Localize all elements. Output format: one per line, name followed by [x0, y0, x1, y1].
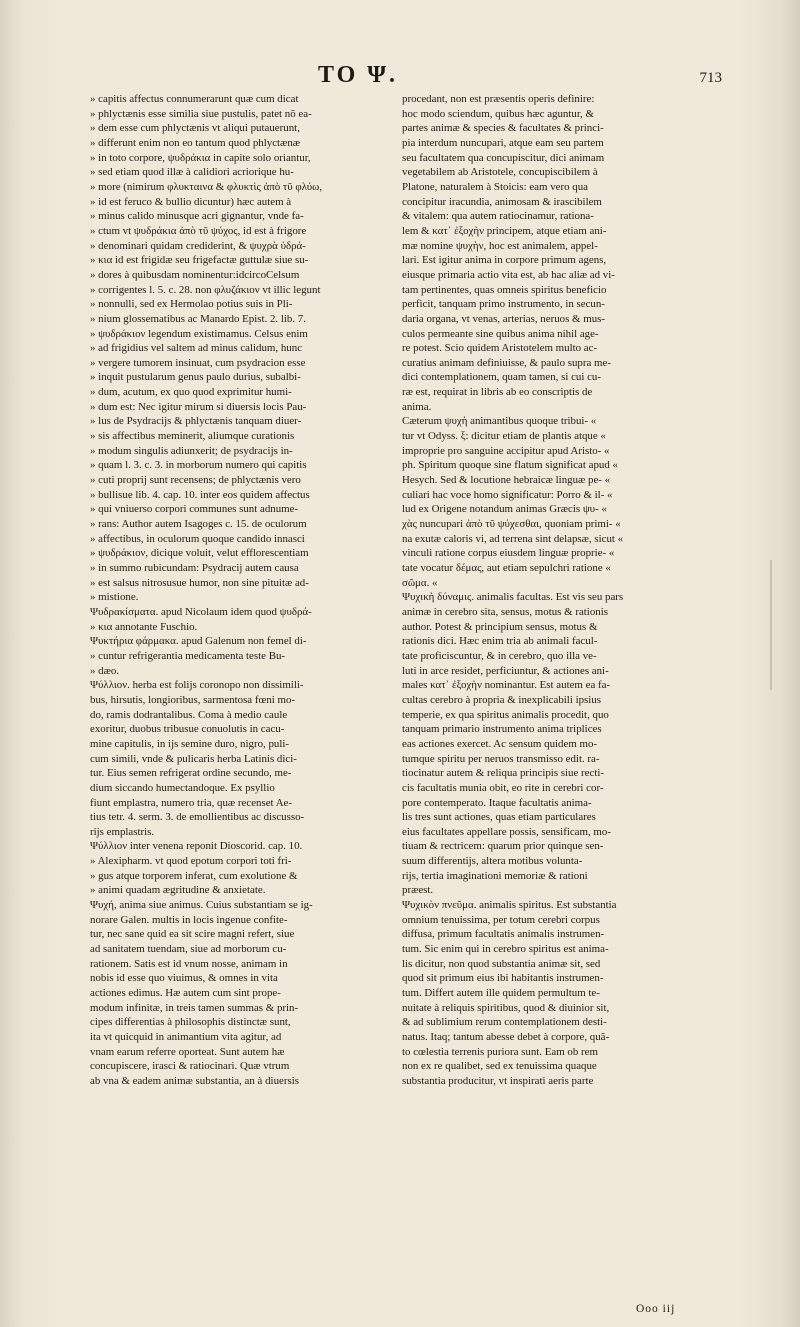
text-line: tumque spiritu per neruos transmisso edit. ra-: [402, 752, 600, 765]
page-edge-mark: [770, 560, 772, 690]
text-line: » mistione.: [90, 591, 139, 604]
text-line: na exutæ caloris vi, ad terrena sint delapsæ, sicut «: [402, 532, 624, 545]
text-line: rationis dici. Hæc enim tria ab animali facul-: [402, 635, 598, 648]
text-line: nobis id esse quo viuimus, & omnes in vita: [90, 972, 278, 985]
text-line: » ψυδράκιον legendum existimamus. Celsus enim: [90, 327, 308, 340]
text-line: Ψυχικὴ δύναμις. animalis facultas. Est vis seu pars: [402, 591, 624, 604]
text-line: suum differentijs, altera motibus volunta-: [402, 855, 583, 868]
text-line: fiunt emplastra, numero tria, quæ recenset Ae-: [90, 796, 293, 809]
text-line: » capitis affectus connumerarunt quæ cum dicat: [90, 93, 299, 105]
text-line: » nonnulli, sed ex Hermolao potius suis in Pli-: [90, 298, 293, 311]
page-number: 713: [699, 70, 722, 86]
text-line: cipes differentias à philosophis distinctæ sunt,: [90, 1016, 291, 1029]
text-line: Ψυχικὸν πνεῦμα. animalis spiritus. Est substantia: [402, 899, 617, 912]
text-line: seu facultatem qua concupiscitur, dici animam: [402, 151, 605, 164]
text-line: re potest. Scio quidem Aristotelem multo ac-: [402, 342, 598, 355]
text-line: partes animæ & species & facultates & princi-: [402, 122, 604, 135]
text-line: norare Galen. multis in locis ingenue confite-: [90, 913, 288, 926]
text-line: » id est feruco & bullio dicuntur) hæc autem à: [90, 195, 292, 208]
text-line: Ψύλλιον. herba est folijs coronopo non dissimili-: [90, 679, 304, 692]
text-line: » more (nimirum φλυκταινα & φλυκτὶς ἀπὸ τῦ φλύω,: [90, 180, 323, 193]
text-line: cum simili, vnde & pulicaris herba Latinis dici-: [90, 752, 297, 765]
text-line: curatius animam definiuisse, & paulo supra me-: [402, 356, 611, 369]
text-line: daria organa, vt venas, arterias, neruos & mus-: [402, 312, 606, 325]
text-line: luti in arce residet, perficiuntur, & actiones ani-: [402, 664, 609, 677]
text-line: » dum, acutum, ex quo quod exprimitur humi-: [90, 386, 292, 399]
text-line: concupiscere, irasci & ratiocinari. Quæ vtrum: [90, 1060, 290, 1073]
text-line: σῶμα. «: [402, 576, 438, 589]
text-line: χὰς nuncupari ἀπὸ τῦ ψύχεσθαι, quoniam primi- «: [402, 518, 621, 531]
text-line: tius tetr. 4. serm. 3. de emollientibus ac discusso-: [90, 811, 305, 824]
text-line: lis tres sunt actiones, quas etiam particulares: [402, 811, 596, 824]
text-line: ita vt quicquid in animantium vita agitur, ad: [90, 1031, 282, 1043]
text-line: rijs emplastris.: [90, 825, 155, 838]
text-line: ræ est, requirat in libris ab eo conscriptis de: [402, 386, 593, 399]
text-line: pia interdum nuncupari, atque eam seu partem: [402, 136, 604, 149]
text-line: » dem esse cum phlyctænis vt aliqui putauerunt,: [90, 122, 300, 135]
text-line: diffusa, primum facultatis animalis instrumen-: [402, 928, 605, 941]
text-line: » qui vniuerso corpori communes sunt adnume-: [90, 503, 299, 516]
text-line: mæ nomine ψυχὴν, hoc est animalem, appel-: [402, 239, 598, 252]
text-line: temperie, ex qua spiritus animalis procedit, quo: [402, 708, 609, 721]
text-line: natus. Itaq; tantum abesse debet à corpore, quã-: [402, 1031, 610, 1043]
running-head: TO Ψ.: [318, 62, 398, 88]
text-line: tanquam primario instrumento anima triplices: [402, 723, 602, 736]
text-line: males κατ᾽ ἐξοχὴν nominantur. Est autem ea fa-: [402, 679, 611, 692]
text-line: do, ramis dodrantalibus. Coma à medio caule: [90, 708, 288, 721]
text-line: » gus atque torporem inferat, cum exolutione &: [90, 869, 298, 882]
text-line: lis dicitur, non quod substantia animæ sit, sed: [402, 957, 601, 970]
text-line: procedant, non est præsentis operis definire:: [402, 93, 595, 105]
text-line: Ψύλλιον inter venena reponit Dioscorid. cap. 10.: [90, 840, 303, 853]
text-line: ph. Spiritum quoque sine flatum significat apud «: [402, 459, 618, 472]
text-line: » dores à quibusdam nominentur:idcircoCelsum: [90, 268, 300, 281]
text-line: to cœlestia terrenis puriora sunt. Eam ob rem: [402, 1045, 598, 1058]
text-line: tum. Sic enim qui in cerebro spiritus est anima-: [402, 943, 609, 956]
text-line: tiuam & rectricem: quarum prior quinque sen-: [402, 840, 604, 853]
text-line: » minus calido minusque acri gignantur, vnde fa-: [90, 210, 304, 223]
text-line: & ad sublimium rerum contemplationem desti-: [402, 1016, 607, 1029]
text-line: » in toto corpore, ψυδράκια in capite solo oriantur,: [90, 151, 311, 164]
text-line: eius facultates appellare possis, sensificam, mo-: [402, 825, 611, 838]
text-line: actiones edimus. Hæ autem cum sint prope-: [90, 987, 281, 1000]
text-line: bus, hirsutis, longioribus, sarmentosa fœni mo-: [90, 693, 296, 706]
text-line: » dum est: Nec igitur mirum si diuersis locis Pau-: [90, 400, 307, 413]
text-line: rationem. Satis est id vnum nosse, animam in: [90, 957, 288, 970]
page-header: [0, 62, 800, 96]
text-line: dici contemplationem, quam tamen, si cui cu-: [402, 371, 601, 384]
text-line: hoc modo sciendum, quibus hæc aguntur, &: [402, 107, 594, 120]
text-line: ab vna & eadem animæ substantia, an à diuersis: [90, 1074, 299, 1087]
text-line: » sis affectibus meminerit, aliumque curationis: [90, 430, 295, 443]
text-line: » nium glossematibus ac Manardo Epist. 2. lib. 7.: [90, 312, 306, 325]
text-line: » differunt enim non eo tantum quod phlyctænæ: [90, 136, 301, 149]
text-line: exoritur, duobus tribusue conuolutis in cacu-: [90, 723, 285, 736]
text-line: præest.: [402, 884, 434, 897]
text-line: concipitur iracundia, animosam & irascibilem: [402, 195, 602, 208]
text-line: » ctum vt ψυδράκια ἀπὸ τῦ ψύχος, id est à frigore: [90, 224, 307, 237]
text-line: tur. Eius semen refrigerat ordine secundo, me-: [90, 767, 292, 780]
text-line: culos permeante sine quibus anima nihil age-: [402, 327, 599, 340]
text-line: Ψυδρακίσματα. apud Nicolaum idem quod ψυδρά-: [90, 605, 312, 618]
text-line: tur, nec sane quid ea sit scire magni refert, siue: [90, 928, 295, 941]
text-line: » ψυδράκιον, dicique voluit, velut efflorescentiam: [90, 547, 309, 560]
text-line: quod sit primum eius ibi habitantis instrumen-: [402, 972, 604, 985]
text-line: substantia producitur, vt inspirati aeris parte: [402, 1074, 594, 1087]
text-line: tiocinatur autem & reliqua principis siue recti-: [402, 767, 605, 780]
text-line: mine capitulis, in ijs semine duro, nigro, puli-: [90, 737, 290, 750]
text-line: & vitalem: qua autem ratiocinamur, rationa-: [402, 210, 594, 223]
text-line: » bullisue lib. 4. cap. 10. inter eos quidem affectus: [90, 488, 310, 501]
text-line: » vergere tumorem insinuat, cum psydracion esse: [90, 356, 306, 369]
text-line: omnium tenuissima, per totum cerebri corpus: [402, 913, 600, 926]
text-line: » est salsus nitrosusue humor, non sine pituitæ ad-: [90, 576, 309, 589]
text-line: » modum singulis adiunxerit; de psydracijs in-: [90, 444, 293, 457]
text-line: anima.: [402, 400, 432, 413]
text-line: Cæterum ψυχὴ animantibus quoque tribui- «: [402, 415, 597, 428]
left-column: [90, 92, 390, 1089]
text-line: vinculi ratione corpus eiusdem linguæ proprie- «: [402, 547, 615, 560]
text-line: lud ex Origene notandum animas Græcis ψυ- «: [402, 503, 607, 516]
text-line: » rans: Author autem Isagoges c. 15. de oculorum: [90, 518, 307, 531]
text-line: dium siccando humectandoque. Ex psyllio: [90, 781, 275, 794]
text-line: improprie pro sanguine accipitur apud Aristo- «: [402, 444, 610, 457]
text-line: » sed etiam quod illæ à calidiori acriorique hu-: [90, 166, 294, 179]
text-line: culiari hac voce homo significatur: Porro & il- «: [402, 488, 613, 501]
text-line: author. Potest & principium sensus, motus &: [402, 620, 598, 633]
text-line: » cuntur refrigerantia medicamenta teste Bu-: [90, 649, 286, 662]
right-column: [402, 92, 694, 1089]
text-line: animæ in cerebro sita, sensus, motus & rationis: [402, 605, 608, 618]
text-line: modum infinitæ, in treis tamen summas & prin-: [90, 1001, 299, 1014]
text-line: vegetabilem ab Aristotele, concupiscibilem à: [402, 166, 598, 179]
signature-mark: Ooo iij: [636, 1303, 676, 1315]
text-line: vnam earum referre oporteat. Sunt autem hæ: [90, 1045, 285, 1058]
text-line: » κια annotante Fuschio.: [90, 620, 198, 633]
text-line: » quam l. 3. c. 3. in morborum numero qui capitis: [90, 459, 307, 472]
text-line: » lus de Psydracijs & phlyctænis tanquam diuer-: [90, 415, 302, 428]
text-line: perficit, tanquam primo instrumento, in secun-: [402, 298, 605, 311]
text-line: Ψυκτήρια φάρμακα. apud Galenum non femel di-: [90, 635, 307, 648]
text-line: » κια id est frigidæ seu frigefactæ guttulæ siue su-: [90, 254, 309, 267]
text-line: tum. Differt autem ille quidem permultum te-: [402, 987, 600, 1000]
text-line: cultas cerebro à propria & inexplicabili ipsius: [402, 693, 601, 706]
text-line: eiusque primaria actio vita est, ab hac aliæ ad vi-: [402, 268, 615, 281]
text-line: tur vt Odyss. ξ: dicitur etiam de plantis atque «: [402, 430, 606, 443]
text-line: Ψυχή, anima siue animus. Cuius substantiam se ig-: [90, 899, 313, 912]
text-line: » inquit pustularum genus paulo durius, subalbi-: [90, 371, 301, 384]
text-line: tate vocatur δέμας, aut etiam sepulchri ratione «: [402, 562, 611, 574]
text-line: non ex re qualibet, sed ex tenuissima quaque: [402, 1060, 597, 1073]
text-line: eas actiones exercet. Ac sensum quidem mo-: [402, 737, 598, 750]
text-line: nuitate à reliquis spiritibus, quod & diuinior sit,: [402, 1001, 610, 1014]
text-line: tam pertinentes, quas omneis spiritus beneficio: [402, 283, 607, 296]
text-line: » animi quadam ægritudine & anxietate.: [90, 884, 266, 897]
text-line: Hesych. Sed & locutione hebraicæ linguæ pe- «: [402, 474, 611, 487]
text-line: » in summo rubicundam: Psydracij autem causa: [90, 562, 299, 574]
text-line: » cuti proprij sunt recensens; de phlyctænis vero: [90, 474, 301, 487]
text-line: lari. Est igitur anima in corpore primum agens,: [402, 254, 607, 267]
text-line: » ad frigidius vel saltem ad minus calidum, hunc: [90, 342, 303, 355]
text-line: ad sanitatem tuendam, siue ad morborum cu-: [90, 943, 287, 956]
text-line: » denominari quidam crediderint, & ψυχρὰ ὑδρά-: [90, 239, 306, 252]
text-line: Platone, naturalem à Stoicis: eam vero qua: [402, 180, 588, 193]
text-line: » dæo.: [90, 664, 120, 677]
text-line: » phlyctænis esse similia siue pustulis, patet nõ ea-: [90, 107, 312, 120]
text-line: » corrigentes l. 5. c. 28. non φλυζάκιον vt illic legunt: [90, 283, 321, 296]
text-line: cis facultatis munia obit, eo rite in cerebri cor-: [402, 781, 604, 794]
text-line: » Alexipharm. vt quod epotum corpori toti fri-: [90, 855, 292, 868]
text-line: » affectibus, in oculorum quoque candido innasci: [90, 532, 305, 545]
text-line: tate proficiscuntur, & in cerebro, quo illa ve-: [402, 649, 597, 662]
text-line: pore contemperato. Itaque facultatis anima-: [402, 796, 592, 809]
text-line: rijs, tertia imaginationi memoriæ & rationi: [402, 869, 588, 882]
text-line: lem & κατ᾽ ἐξοχὴν principem, atque etiam ani-: [402, 224, 607, 237]
